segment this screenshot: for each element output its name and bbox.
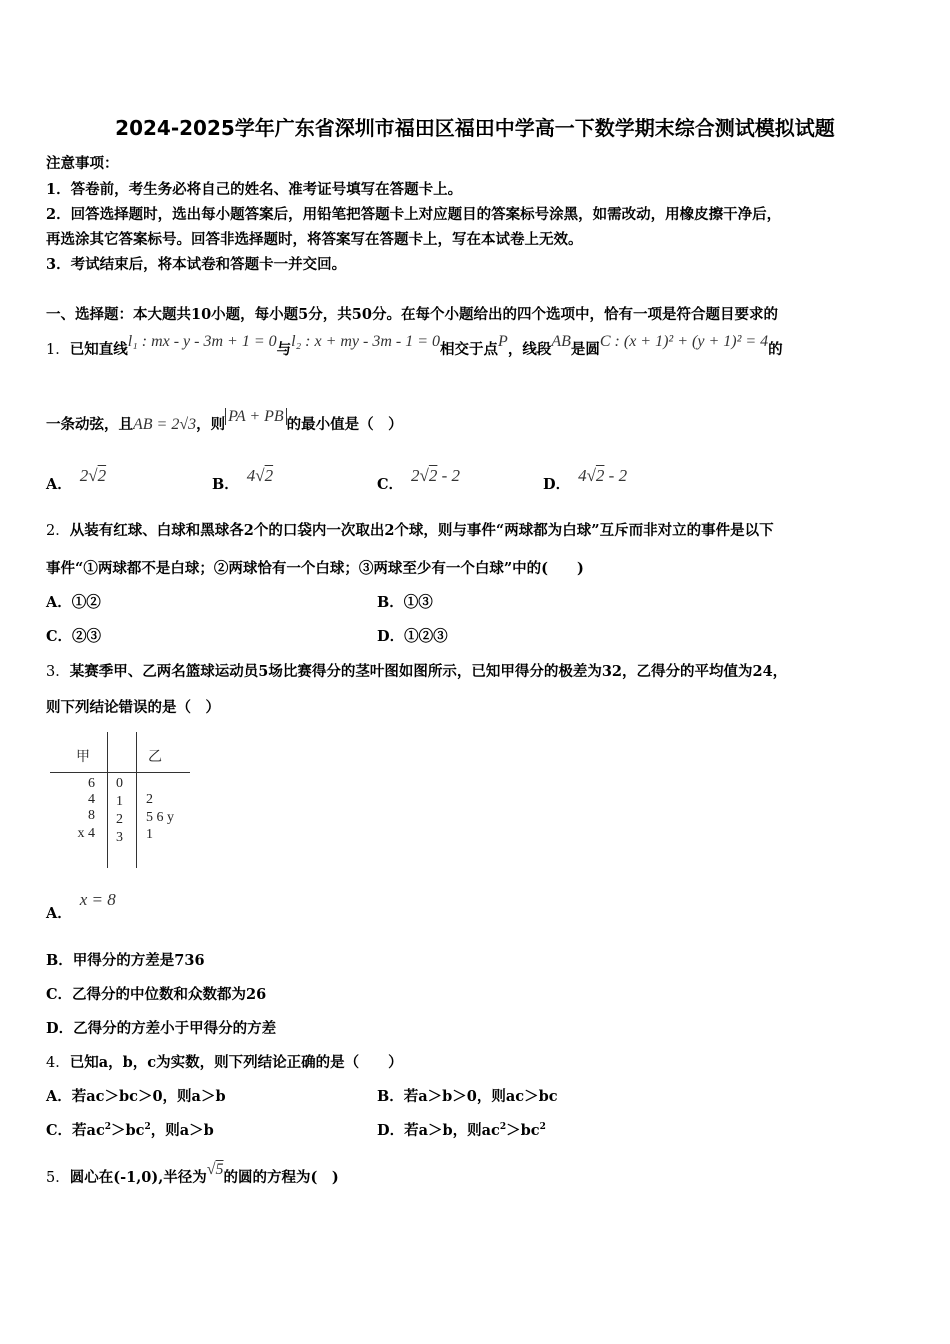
- line-l1-equation: l₁ : mx - y - 3m + 1 = 0: [127, 333, 277, 350]
- question-5: 5．圆心在(-1,0),半径为√5的圆的方程为( ): [46, 1161, 339, 1186]
- q3-option-a: A．x = 8: [46, 890, 116, 922]
- stem-and-leaf-plot: [50, 732, 195, 872]
- stem-0: 0: [116, 776, 123, 791]
- q4-option-b: B．若a＞b＞0，则ac＞bc: [377, 1088, 558, 1105]
- page-title: 2024-2025学年广东省深圳市福田区福田中学高一下数学期末综合测试模拟试题: [115, 116, 835, 140]
- q3-option-b: B．甲得分的方差是736: [46, 952, 205, 969]
- notice-item-1: 1．答卷前，考生务必将自己的姓名、准考证号填写在答题卡上。: [46, 181, 463, 198]
- notice-item-2b: 再选涂其它答案标号。回答非选择题时，将答案写在答题卡上，写在本试卷上无效。: [46, 231, 583, 248]
- chord-length: AB = 2√3: [133, 416, 197, 433]
- left-header: 甲: [76, 750, 90, 765]
- section-heading: 一、选择题：本大题共10小题，每小题5分，共50分。在每个小题给出的四个选项中，恰有一项是符合题目要求的: [46, 306, 778, 323]
- notice-item-3: 3．考试结束后，将本试卷和答题卡一并交回。: [46, 256, 347, 273]
- left-leaf-3: x 4: [77, 826, 95, 841]
- question-number: 1．: [46, 342, 70, 358]
- right-leaf-3: 1: [146, 827, 153, 842]
- stem-3: 3: [116, 830, 123, 845]
- q4-option-d: D．若a＞b，则$ac^2>bc^2$: [377, 1122, 546, 1139]
- question-1-line-1: 1．已知直线l₁ : mx - y - 3m + 1 = 0与l₂ : x + my - 3m - 1 = 0相交于点P，线段AB是圆C : (x + 1)² + (y + 1)² = 4的: [46, 333, 783, 358]
- q1-option-b: B． 4√2: [212, 466, 274, 493]
- vector-sum-abs: PA + PB: [225, 408, 287, 425]
- radius-sqrt: √5: [206, 1161, 224, 1178]
- segment-ab: AB: [551, 333, 571, 350]
- q4-option-a: A．若ac＞bc＞0，则a＞b: [46, 1088, 226, 1105]
- right-header: 乙: [148, 750, 162, 765]
- point-p: P: [498, 333, 508, 350]
- q2-option-a: A．①②: [46, 594, 101, 611]
- left-leaf-0: 6: [88, 776, 95, 791]
- q3-option-d: D．乙得分的方差小于甲得分的方差: [46, 1020, 277, 1037]
- question-2-line-2: 事件“①两球都不是白球；②两球恰有一个白球；③两球至少有一个白球”中的( ): [46, 560, 584, 577]
- question-1-line-2: 一条动弦，且AB = 2√3，则 PA + PB 的最小值是（ ）: [46, 408, 403, 433]
- line-l2-equation: l₂ : x + my - 3m - 1 = 0: [291, 333, 441, 350]
- notice-heading: 注意事项：: [46, 155, 119, 172]
- q1-option-a: A． 2√2: [46, 466, 107, 493]
- q1-option-c: C． 2√2 - 2: [377, 466, 461, 493]
- circle-equation: C : (x + 1)² + (y + 1)² = 4: [599, 333, 769, 350]
- q2-option-c: C．②③: [46, 628, 102, 645]
- q2-option-d: D．①②③: [377, 628, 448, 645]
- q1-option-d: D． 4√2 - 2: [543, 466, 628, 493]
- question-3-line-1: 3．某赛季甲、乙两名篮球运动员5场比赛得分的茎叶图如图所示，已知甲得分的极差为32，乙得分的平均值为24，: [46, 663, 788, 680]
- notice-item-2a: 2．回答选择题时，选出每小题答案后，用铅笔把答题卡上对应题目的答案标号涂黑，如需改动，用橡皮擦干净后，: [46, 206, 782, 223]
- question-4: 4．已知a，b，c为实数，则下列结论正确的是（ ）: [46, 1054, 403, 1071]
- q3-option-c: C．乙得分的中位数和众数都为26: [46, 986, 267, 1003]
- stem-2: 2: [116, 812, 123, 827]
- question-2-line-1: 2．从装有红球、白球和黑球各2个的口袋内一次取出2个球，则与事件“两球都为白球”互斥而非对立的事件是以下: [46, 522, 774, 539]
- q4-option-c: C．若$ac^2>bc^2$，则a＞b: [46, 1122, 214, 1139]
- left-leaf-1: 4: [88, 792, 95, 807]
- left-leaf-2: 8: [88, 808, 95, 823]
- right-leaf-2: 5 6 y: [146, 810, 174, 825]
- stem-1: 1: [116, 794, 123, 809]
- q2-option-b: B．①③: [377, 594, 433, 611]
- right-leaf-1: 2: [146, 792, 153, 807]
- question-3-line-2: 则下列结论错误的是（ ）: [46, 699, 220, 716]
